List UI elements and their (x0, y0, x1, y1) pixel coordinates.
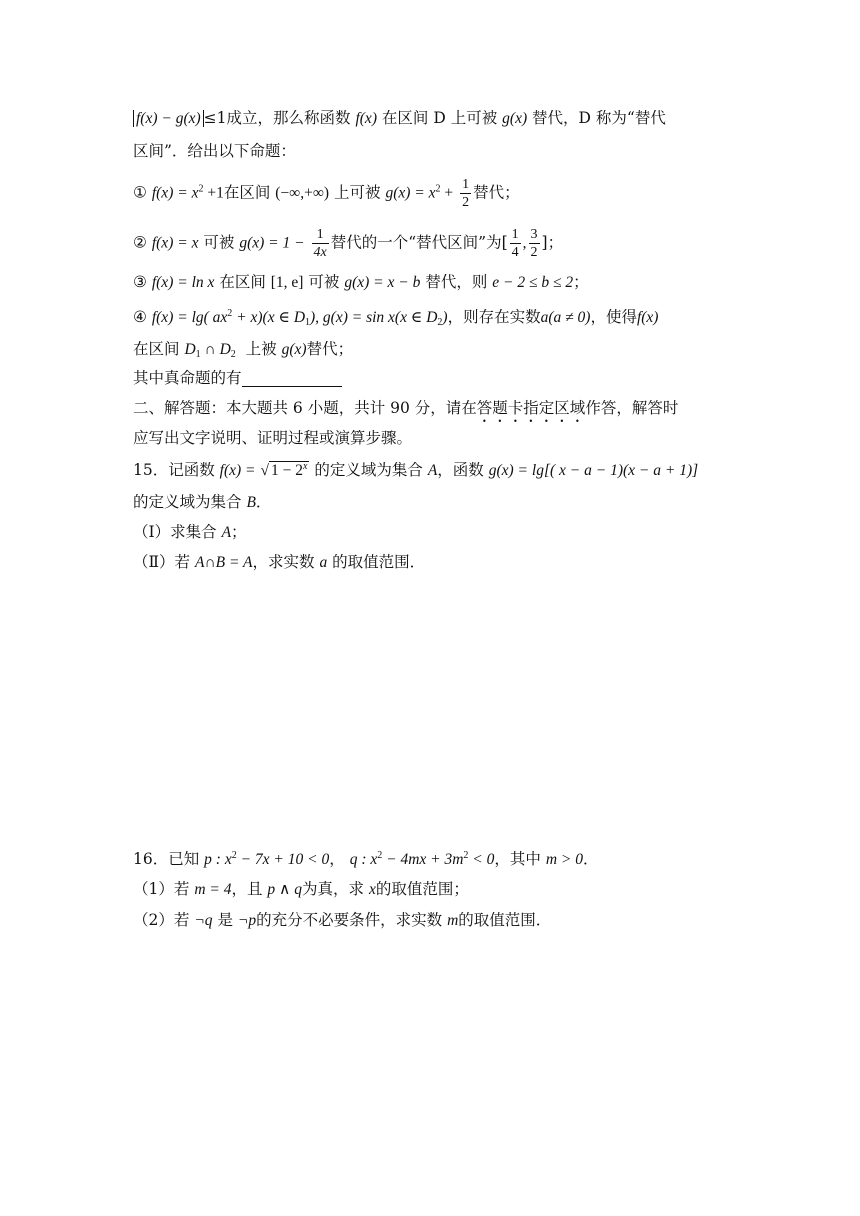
math: e − 2 ≤ b ≤ 2 (492, 274, 574, 291)
proposition-1 (133, 176, 730, 211)
math: f(x) = ln x (151, 274, 215, 291)
text: （2）若 (133, 911, 190, 929)
item-number: ③ (133, 273, 147, 291)
text: （Ⅰ）求集合 (133, 523, 217, 541)
superscript: 2 (227, 308, 233, 319)
text: 在区间 (223, 183, 271, 202)
math: A (221, 524, 232, 541)
answer-prompt: 其中真命题的有 (133, 369, 242, 387)
text: ，使得 (590, 308, 637, 326)
superscript: x (302, 461, 308, 472)
math: ), g(x) = sin x(x ∈ D (310, 309, 438, 326)
text: 在区间 (133, 340, 180, 358)
superscript: 2 (198, 183, 204, 195)
superscript: 2 (231, 850, 237, 861)
numerator: 1 (511, 227, 519, 242)
text: 上被 (245, 340, 277, 358)
subscript: 1 (305, 317, 311, 328)
math: − 7x + 10 < 0 (236, 851, 330, 868)
text: 的定义域为集合 (314, 461, 423, 479)
text: 在区间 (219, 273, 266, 291)
math: A (427, 462, 438, 479)
item-number: ② (133, 233, 147, 252)
section-2-line-2: 应写出文字说明、证明过程或演算步骤。 (133, 429, 413, 447)
math: ¬p (237, 912, 257, 929)
text: 可被 (308, 273, 340, 291)
text: 替代； (473, 183, 520, 202)
text: ，函数 (437, 461, 484, 479)
math: p : x (204, 851, 232, 868)
intro-text: 在区间 D 上可被 (381, 109, 498, 127)
section-2-line-1 (133, 396, 730, 426)
subscript: 2 (437, 317, 443, 328)
text: ，其中 (494, 850, 541, 868)
comma: , (522, 234, 527, 252)
proposition-2 (133, 226, 730, 261)
superscript: 2 (463, 850, 469, 861)
text: ； (231, 523, 247, 541)
math: g(x) = 1 − (239, 234, 305, 252)
question-number: 16．已知 (133, 850, 200, 868)
math-gx: g(x) (502, 110, 528, 127)
math: + x)(x ∈ D (232, 309, 306, 326)
item-number: ① (133, 183, 147, 202)
proposition-3 (133, 270, 730, 295)
math: g(x) = lg[( x − a − 1)(x − a + 1)] (488, 462, 699, 479)
math: f(x) = lg( ax (151, 309, 228, 326)
fraction (529, 226, 540, 261)
text: （1）若 (133, 880, 190, 898)
square-root: √ $1 - 2^x$ (260, 461, 308, 479)
math-interval: [1, e] (270, 274, 304, 291)
superscript: 2 (377, 850, 383, 861)
math: < 0 (468, 851, 495, 868)
section-heading: 作答，解答时 (585, 399, 679, 417)
math: x (368, 881, 376, 898)
text: ； (573, 273, 589, 291)
intro-line-2: 区间”．给出以下命题： (133, 142, 296, 160)
question-16-part-1 (133, 877, 730, 902)
denominator: 4x (313, 245, 327, 260)
fraction (510, 226, 521, 261)
text: ． (583, 850, 599, 868)
text: ，则存在实数 (447, 308, 541, 326)
answer-blank (242, 368, 342, 387)
subscript: 2 (230, 349, 236, 360)
answer-line (133, 366, 730, 390)
math: D (184, 341, 196, 358)
intro-line-1 (133, 106, 730, 131)
radicand (269, 461, 309, 479)
text: 为真，求 (302, 880, 365, 898)
item-number: ④ (133, 308, 147, 326)
denominator: 2 (462, 195, 470, 210)
text: 的定义域为集合 (133, 493, 242, 511)
math: − 4mx + 3m (382, 851, 464, 868)
text: ， (329, 850, 345, 868)
subscript: 1 (195, 349, 201, 360)
fraction (460, 176, 471, 211)
question-16-line-1 (133, 847, 730, 872)
abs-expression: f(x) − g(x) (133, 110, 204, 127)
math: f(x) (636, 309, 659, 326)
text: 替代的一个“替代区间”为[ (330, 233, 508, 252)
math: + (440, 184, 454, 202)
math: g(x) = x (385, 184, 436, 202)
text: ，且 (231, 880, 263, 898)
math: B (246, 494, 256, 511)
text: （Ⅱ）若 (133, 553, 191, 571)
math-interval: (−∞,+∞) (275, 184, 330, 202)
math: ∩ D (200, 341, 231, 358)
text: 可被 (203, 233, 235, 252)
math: m > 0 (545, 851, 583, 868)
emphasized-text: 答题卡指定区域 (476, 399, 586, 417)
math: 1 − 2 (270, 462, 303, 479)
text: 上可被 (334, 183, 381, 202)
math: A∩B = A (194, 554, 253, 571)
text: ． (255, 493, 272, 511)
math: a(a ≠ 0) (540, 309, 591, 326)
question-15-part-2 (133, 550, 730, 575)
intro-text: 替代，D 称为“替代 (532, 109, 666, 127)
denominator: 2 (530, 245, 538, 260)
section-heading: 二、解答题：本大题共 6 小题，共计 90 分，请在 (133, 399, 477, 417)
numerator: 3 (530, 227, 538, 242)
math: m = 4 (194, 881, 232, 898)
proposition-4-line-2 (133, 337, 730, 362)
text: 替代； (306, 340, 354, 358)
question-15-line-1 (133, 458, 730, 483)
superscript: 2 (435, 183, 441, 195)
math: ¬q (194, 912, 213, 929)
math: f(x) = x (151, 234, 199, 252)
fraction (312, 226, 329, 261)
text: 的取值范围； (375, 880, 469, 898)
math: m (447, 912, 459, 929)
proposition-4 (133, 305, 730, 330)
numerator: 1 (312, 226, 329, 244)
text: ]； (541, 233, 564, 252)
intro-text: ≤1成立，那么称函数 (203, 109, 351, 127)
math: +1 (203, 184, 224, 202)
text: 的取值范围． (458, 911, 552, 929)
text: 的充分不必要条件，求实数 (256, 911, 443, 929)
math: g(x) (281, 341, 307, 358)
question-16-part-2 (133, 908, 730, 933)
math-fx: f(x) (355, 110, 377, 127)
text: 是 (217, 911, 233, 929)
question-15-line-2 (133, 490, 730, 515)
math: f(x) = (219, 462, 256, 479)
question-15-part-1 (133, 520, 730, 545)
math: p ∧ q (267, 881, 303, 898)
text: 替代，则 (425, 273, 488, 291)
text: 的取值范围． (332, 553, 426, 571)
math: q : x (349, 851, 378, 868)
math: ) (442, 309, 448, 326)
denominator: 4 (511, 245, 519, 260)
math: g(x) = x − b (344, 274, 421, 291)
text: ，求实数 (252, 553, 315, 571)
math: a (319, 554, 328, 571)
math: f(x) = x (151, 184, 199, 202)
numerator: 1 (462, 177, 470, 192)
question-number: 15．记函数 (133, 461, 215, 479)
